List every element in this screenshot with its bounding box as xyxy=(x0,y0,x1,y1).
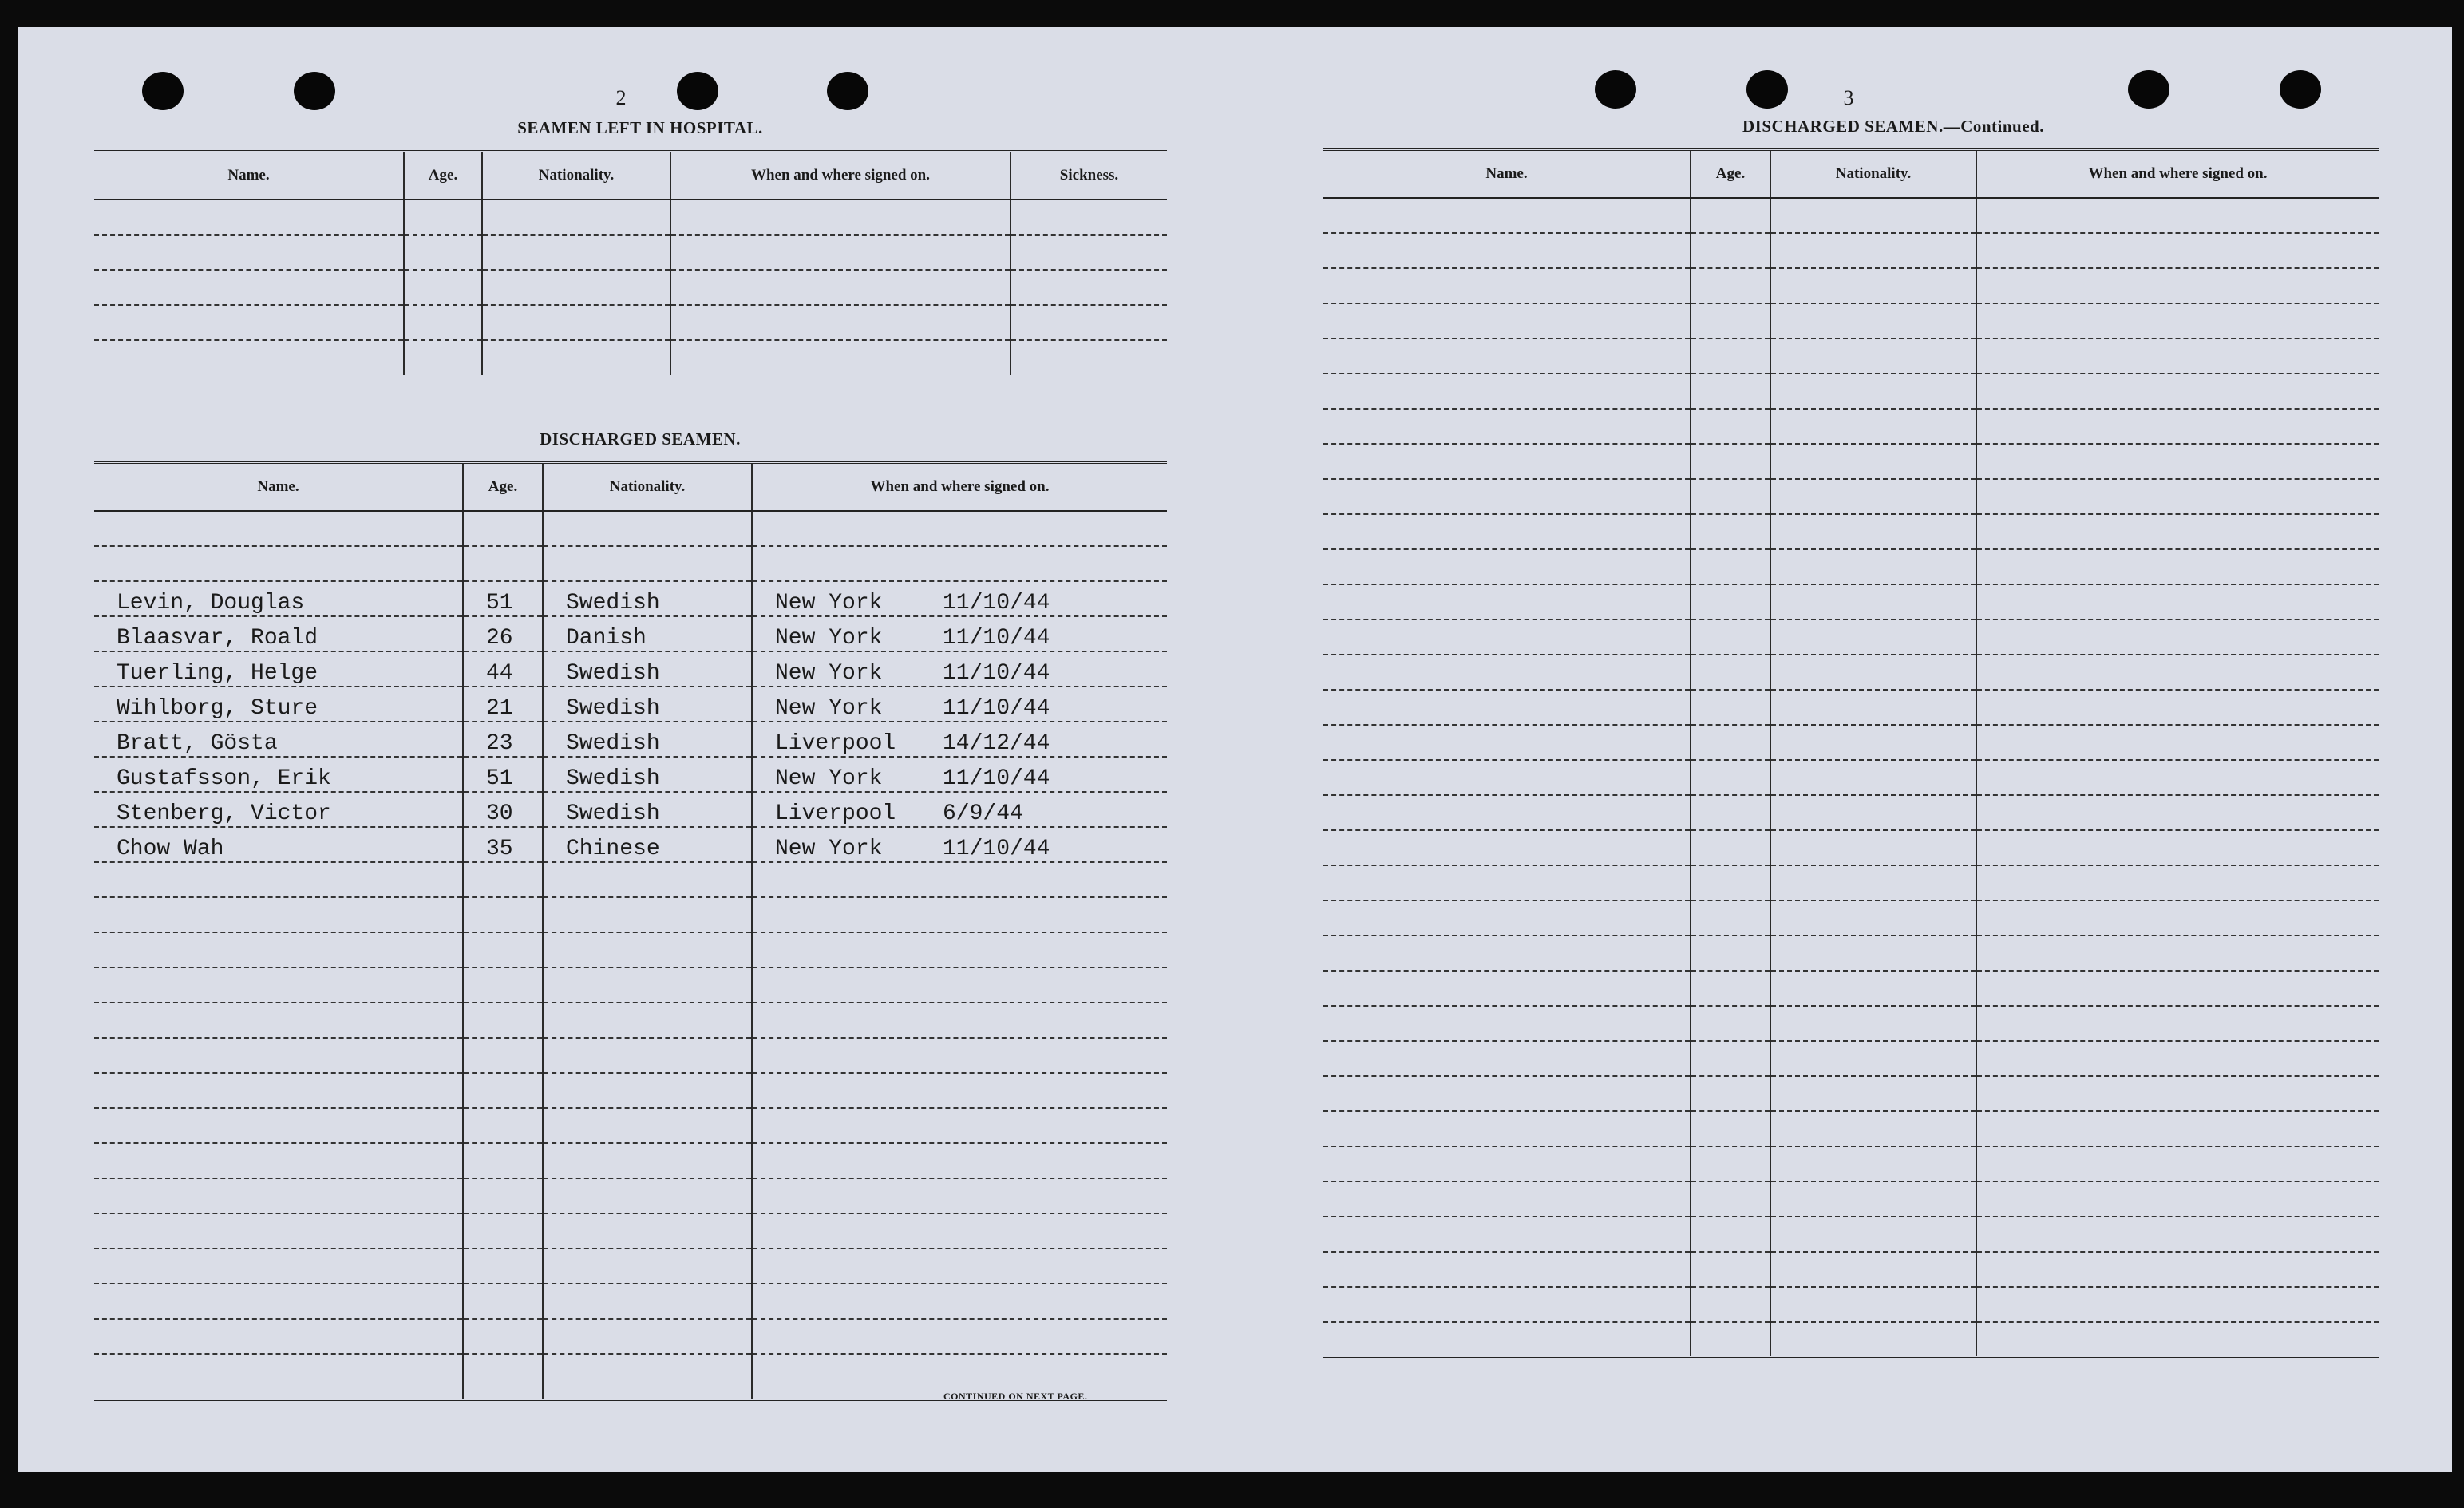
seaman-signed-on xyxy=(752,827,1167,862)
table-row xyxy=(1323,690,2379,725)
table-row xyxy=(94,1143,1167,1178)
table-row xyxy=(1323,619,2379,655)
continued-note: CONTINUED ON NEXT PAGE. xyxy=(943,1391,1088,1402)
table-row xyxy=(94,932,1167,968)
signed-on-date: 14/12/44 xyxy=(943,730,1050,756)
seaman-signed-on xyxy=(752,616,1167,651)
seaman-nationality: Swedish xyxy=(543,581,752,616)
signed-on-place: New York xyxy=(775,766,883,791)
hospital-section-title: SEAMEN LEFT IN HOSPITAL. xyxy=(517,118,763,137)
signed-on-date: 11/10/44 xyxy=(943,590,1050,615)
table-row xyxy=(94,616,1167,651)
signed-on-date: 11/10/44 xyxy=(943,695,1050,721)
table-row xyxy=(94,511,1167,546)
table-row xyxy=(1323,584,2379,619)
table-row xyxy=(1323,1111,2379,1146)
table-row xyxy=(1323,900,2379,936)
table-row xyxy=(94,581,1167,616)
signed-on-place: Liverpool xyxy=(775,730,896,756)
discharged-continued-table xyxy=(1323,148,2379,1358)
seaman-name: Tuerling, Helge xyxy=(94,651,463,687)
table-row xyxy=(94,200,1167,235)
signed-on-date: 11/10/44 xyxy=(943,625,1050,651)
seaman-signed-on xyxy=(752,687,1167,722)
column-header-nationality: Nationality. xyxy=(543,463,752,511)
table-row xyxy=(94,1319,1167,1354)
seaman-signed-on xyxy=(752,581,1167,616)
table-row xyxy=(1323,444,2379,479)
seaman-name: Stenberg, Victor xyxy=(94,792,463,827)
seaman-name: Blaasvar, Roald xyxy=(94,616,463,651)
seaman-name: Chow Wah xyxy=(94,827,463,862)
table-row xyxy=(94,722,1167,757)
title-main: DISCHARGED SEAMEN. xyxy=(1742,117,1944,136)
ledger-sheet xyxy=(18,27,2452,1472)
seaman-nationality: Swedish xyxy=(543,792,752,827)
column-header-age: Age. xyxy=(463,463,543,511)
table-row xyxy=(94,862,1167,897)
table-row xyxy=(1323,338,2379,374)
table-row xyxy=(94,897,1167,932)
table-row xyxy=(94,1073,1167,1108)
table-row xyxy=(1323,268,2379,303)
table-row xyxy=(1323,725,2379,760)
table-row xyxy=(1323,655,2379,690)
signed-on-date: 11/10/44 xyxy=(943,660,1050,686)
right-page xyxy=(1287,27,2452,1472)
table-row xyxy=(94,1284,1167,1319)
seaman-name: Gustafsson, Erik xyxy=(94,757,463,792)
column-header-name: Name. xyxy=(94,463,463,511)
table-row xyxy=(1323,1322,2379,1357)
table-row xyxy=(1323,479,2379,514)
table-row xyxy=(94,340,1167,375)
table-row xyxy=(1323,549,2379,584)
left-page xyxy=(18,27,1207,1472)
table-row xyxy=(94,1213,1167,1249)
discharged-table xyxy=(94,461,1167,1401)
table-row xyxy=(94,1038,1167,1073)
seaman-age: 44 xyxy=(463,651,543,687)
table-row xyxy=(94,757,1167,792)
seaman-nationality: Swedish xyxy=(543,722,752,757)
signed-on-date: 11/10/44 xyxy=(943,766,1050,791)
page-number: 2 xyxy=(615,86,627,109)
discharged-continued-title xyxy=(1351,117,2436,137)
signed-on-place: New York xyxy=(775,660,883,686)
signed-on-place: New York xyxy=(775,590,883,615)
table-row xyxy=(1323,1217,2379,1252)
seaman-nationality: Danish xyxy=(543,616,752,651)
column-header-nationality: Nationality. xyxy=(1770,150,1976,198)
column-header-name: Name. xyxy=(94,152,404,200)
table-row xyxy=(94,546,1167,581)
table-row xyxy=(1323,374,2379,409)
hospital-table xyxy=(94,150,1167,375)
table-row xyxy=(94,1178,1167,1213)
table-row xyxy=(1323,303,2379,338)
column-header-sickness: Sickness. xyxy=(1011,152,1167,200)
table-row xyxy=(94,235,1167,270)
table-row xyxy=(1323,795,2379,830)
seaman-age: 51 xyxy=(463,581,543,616)
table-row xyxy=(94,1003,1167,1038)
column-header-age: Age. xyxy=(1691,150,1770,198)
table-row xyxy=(94,792,1167,827)
table-row xyxy=(1323,1041,2379,1076)
title-suffix: —Continued. xyxy=(1943,117,2044,136)
table-row xyxy=(1323,1006,2379,1041)
seaman-name: Levin, Douglas xyxy=(94,581,463,616)
seaman-age: 26 xyxy=(463,616,543,651)
seaman-nationality: Swedish xyxy=(543,687,752,722)
seaman-signed-on xyxy=(752,722,1167,757)
seaman-nationality: Swedish xyxy=(543,757,752,792)
page-number: 3 xyxy=(1843,86,1854,109)
seaman-signed-on xyxy=(752,792,1167,827)
table-row xyxy=(1323,198,2379,233)
table-row xyxy=(1323,514,2379,549)
column-header-signed-on: When and where signed on. xyxy=(1976,150,2379,198)
table-row xyxy=(1323,830,2379,865)
column-header-age: Age. xyxy=(404,152,482,200)
seaman-age: 23 xyxy=(463,722,543,757)
signed-on-date: 6/9/44 xyxy=(943,801,1023,826)
seaman-age: 51 xyxy=(463,757,543,792)
seaman-nationality: Swedish xyxy=(543,651,752,687)
table-row xyxy=(94,1108,1167,1143)
seaman-name: Wihlborg, Sture xyxy=(94,687,463,722)
column-header-signed-on: When and where signed on. xyxy=(752,463,1167,511)
column-header-signed-on: When and where signed on. xyxy=(670,152,1011,200)
signed-on-place: Liverpool xyxy=(775,801,896,826)
signed-on-date: 11/10/44 xyxy=(943,836,1050,861)
table-row xyxy=(1323,409,2379,444)
signed-on-place: New York xyxy=(775,625,883,651)
table-row xyxy=(94,968,1167,1003)
table-row xyxy=(94,305,1167,340)
table-row xyxy=(1323,1146,2379,1181)
column-header-nationality: Nationality. xyxy=(482,152,670,200)
table-row xyxy=(94,827,1167,862)
table-row xyxy=(94,651,1167,687)
table-row xyxy=(1323,971,2379,1006)
signed-on-place: New York xyxy=(775,695,883,721)
seaman-age: 30 xyxy=(463,792,543,827)
seaman-age: 35 xyxy=(463,827,543,862)
column-header-name: Name. xyxy=(1323,150,1691,198)
table-row xyxy=(1323,233,2379,268)
table-row xyxy=(1323,1287,2379,1322)
seaman-signed-on xyxy=(752,651,1167,687)
seaman-signed-on xyxy=(752,757,1167,792)
table-row xyxy=(94,270,1167,305)
table-row xyxy=(1323,760,2379,795)
table-row xyxy=(94,1249,1167,1284)
table-row xyxy=(94,687,1167,722)
discharged-section-title: DISCHARGED SEAMEN. xyxy=(540,429,741,449)
table-row xyxy=(1323,1252,2379,1287)
table-row xyxy=(1323,936,2379,971)
table-row xyxy=(1323,1076,2379,1111)
table-row xyxy=(1323,865,2379,900)
seaman-nationality: Chinese xyxy=(543,827,752,862)
seaman-age: 21 xyxy=(463,687,543,722)
seaman-name: Bratt, Gösta xyxy=(94,722,463,757)
table-row xyxy=(1323,1181,2379,1217)
signed-on-place: New York xyxy=(775,836,883,861)
